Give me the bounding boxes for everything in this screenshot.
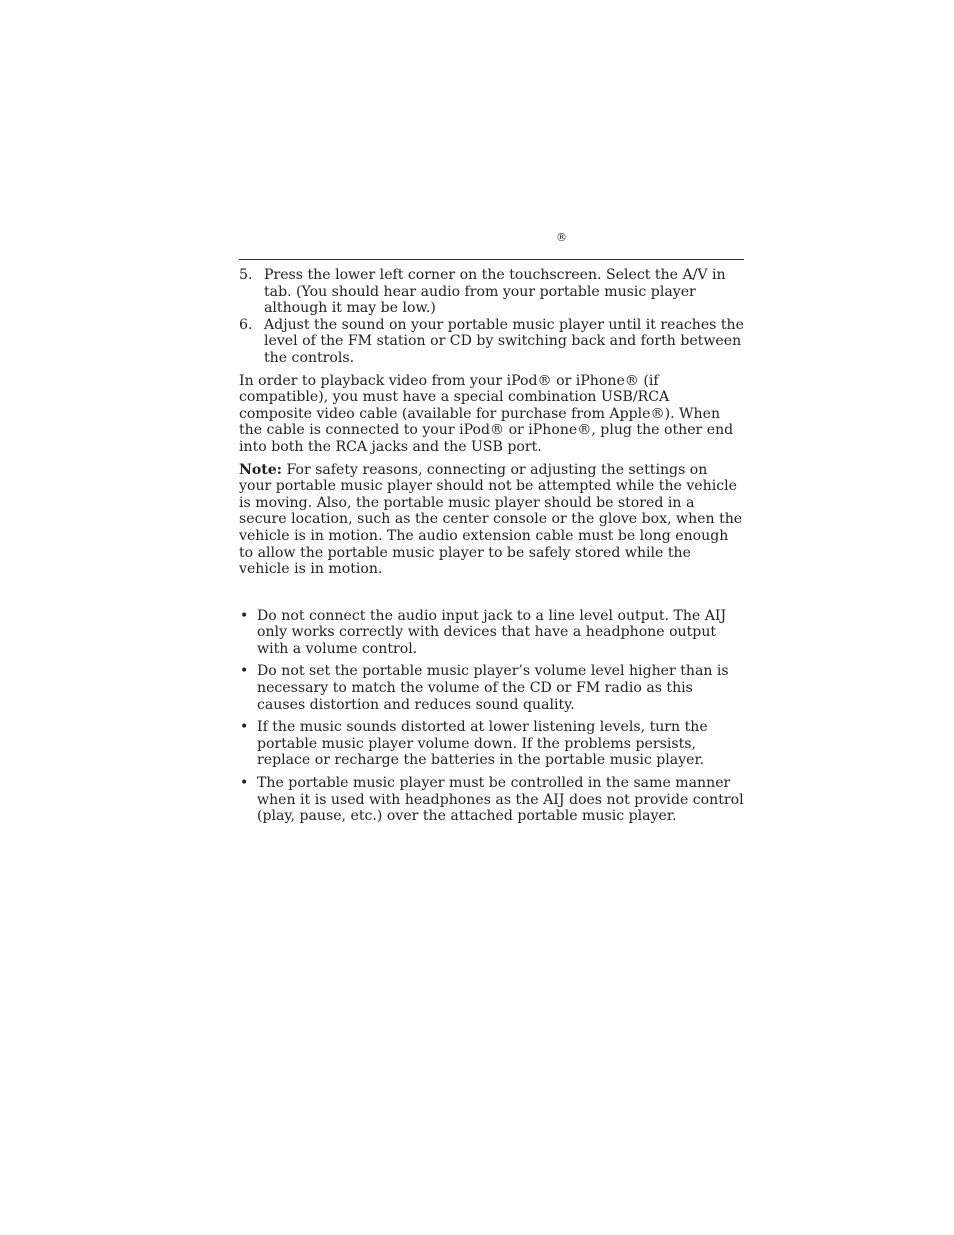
bullet-icon: • — [240, 607, 249, 624]
bullet-icon: • — [240, 775, 249, 792]
tip-item — [239, 719, 744, 769]
tip-text: Do not connect the audio input jack to a line level output. The AIJ only works correctly with devices that have a headphone output with a volume control. — [257, 607, 727, 657]
video-playback-paragraph: In order to playback video from your iPod® or iPhone® (if compatible), you must have a special combination USB/RCA composite video cable (available for purchase from Apple®). When the cable is connected to your iPod® or iPhone®, plug the other end into both the RCA jacks and the USB port. — [239, 372, 734, 455]
tip-item — [239, 608, 744, 658]
tips-list — [239, 608, 744, 825]
bullet-icon: • — [240, 719, 249, 736]
note-text: For safety reasons, connecting or adjusting the settings on your portable music player should not be attempted while the vehicle is moving. Also, the portable music player should be stored in a secure location, such as the center console or the glove box, when the vehicle is in motion. The audio extension cable must be long enough to allow the portable music player to be safely stored while the vehicle is in motion. — [239, 461, 743, 578]
tip-item — [239, 663, 744, 713]
tip-item — [239, 775, 744, 825]
note-label: Note: — [239, 461, 282, 478]
steps-list — [239, 267, 744, 367]
safety-note — [239, 462, 744, 578]
step-text: Adjust the sound on your portable music player until it reaches the level of the FM station or CD by switching back and forth between the controls. — [264, 316, 744, 366]
step-number: 6. — [239, 316, 253, 333]
tip-text: If the music sounds distorted at lower listening levels, turn the portable music player volume down. If the problems persists, replace or recharge the batteries in the portable music player. — [257, 719, 708, 769]
step-item — [239, 317, 744, 367]
step-number: 5. — [239, 267, 253, 283]
tip-text: Do not set the portable music player’s volume level higher than is necessary to match the volume of the CD or FM radio as this causes distortion and reduces sound quality. — [257, 663, 729, 713]
step-text: Press the lower left corner on the touchscreen. Select the A/V in tab. (You should hear audio from your portable music player although it may be low.) — [264, 267, 726, 317]
step-item — [239, 267, 744, 317]
header-rule — [239, 259, 744, 260]
page-content — [239, 267, 744, 831]
header-registered-mark: ® — [556, 231, 567, 244]
tip-text: The portable music player must be controlled in the same manner when it is used with headphones as the AIJ does not provide control (play, pause, etc.) over the attached portable music player. — [257, 775, 744, 825]
bullet-icon: • — [240, 663, 249, 680]
